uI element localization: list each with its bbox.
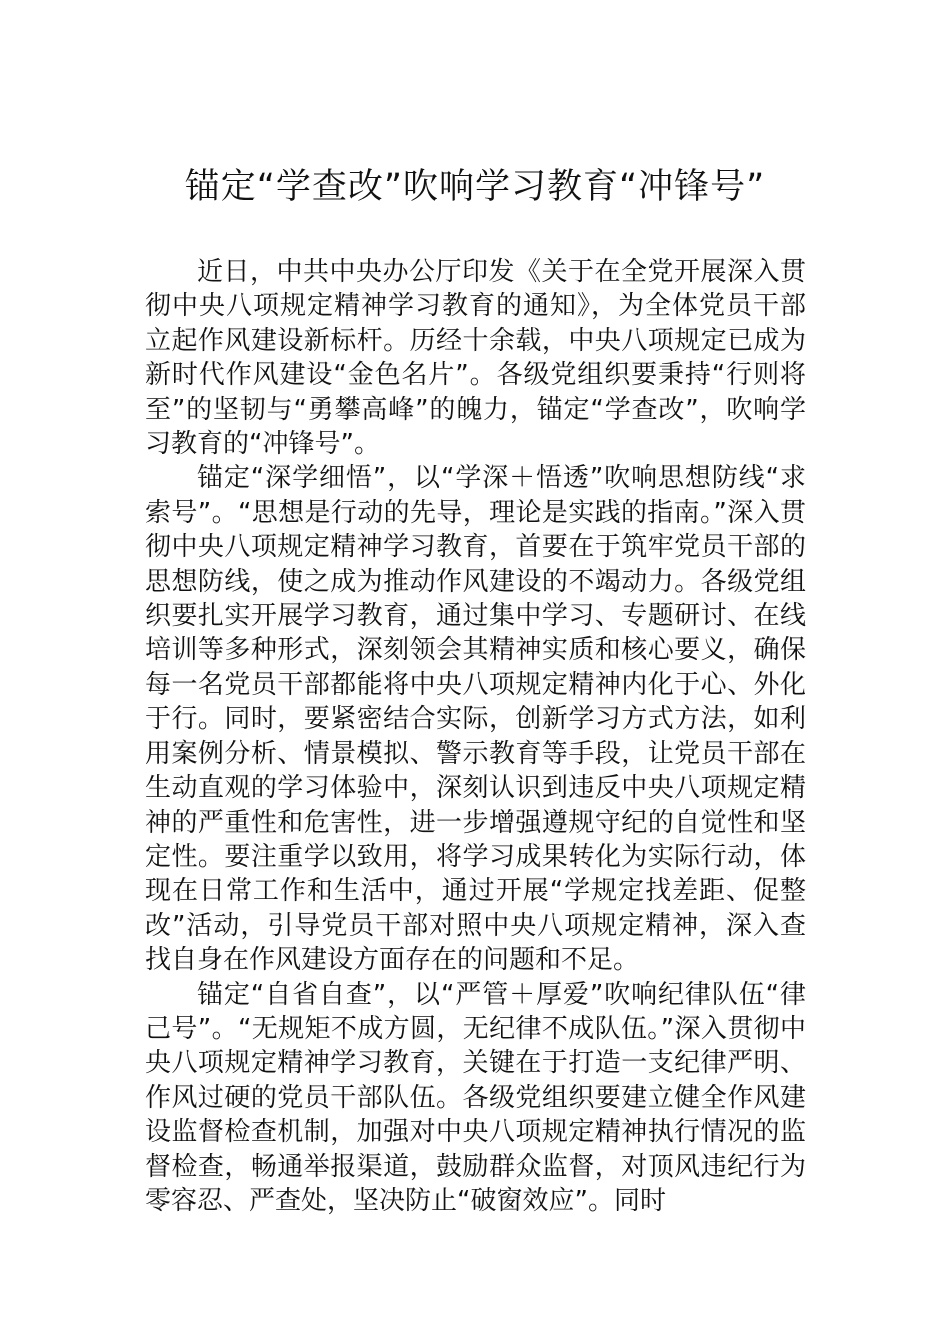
paragraph-intro: 近日，中共中央办公厅印发《关于在全党开展深入贯彻中央八项规定精神学习教育的通知》，为全体党员干部立起作风建设新标杆。历经十余载，中央八项规定已成为新时代作风建设“金色名片”。各级党组织要秉持“行则将至”的坚韧与“勇攀高峰”的魄力，锚定“学查改”，吹响学习教育的“冲锋号”。: [145, 257, 806, 460]
document-body: [145, 255, 806, 1218]
document-title: 锚定“学查改”吹响学习教育“冲锋号”: [184, 167, 766, 207]
paragraph-study: 锚定“深学细悟”，以“学深＋悟透”吹响思想防线“求索号”。“思想是行动的先导，理论是实践的指南。”深入贯彻中央八项规定精神学习教育，首要在于筑牢党员干部的思想防线，使之成为推动作风建设的不竭动力。各级党组织要扎实开展学习教育，通过集中学习、专题研讨、在线培训等多种形式，深刻领会其精神实质和核心要义，确保每一名党员干部都能将中央八项规定精神内化于心、外化于行。同时，要紧密结合实际，创新学习方式方法，如利用案例分析、情景模拟、警示教育等手段，让党员干部在生动直观的学习体验中，深刻认识到违反中央八项规定精神的严重性和危害性，进一步增强遵规守纪的自觉性和坚定性。要注重学以致用，将学习成果转化为实际行动，体现在日常工作和生活中，通过开展“学规定找差距、促整改”活动，引导党员干部对照中央八项规定精神，深入查找自身在作风建设方面存在的问题和不足。: [145, 463, 806, 976]
paragraph-discipline: 锚定“自省自查”，以“严管＋厚爱”吹响纪律队伍“律己号”。“无规矩不成方圆，无纪律不成队伍。”深入贯彻中央八项规定精神学习教育，关键在于打造一支纪律严明、作风过硬的党员干部队伍。各级党组织要建立健全作风建设监督检查机制，加强对中央八项规定精神执行情况的监督检查，畅通举报渠道，鼓励群众监督，对顶风违纪行为零容忍、严查处，坚决防止“破窗效应”。同时: [145, 979, 806, 1216]
